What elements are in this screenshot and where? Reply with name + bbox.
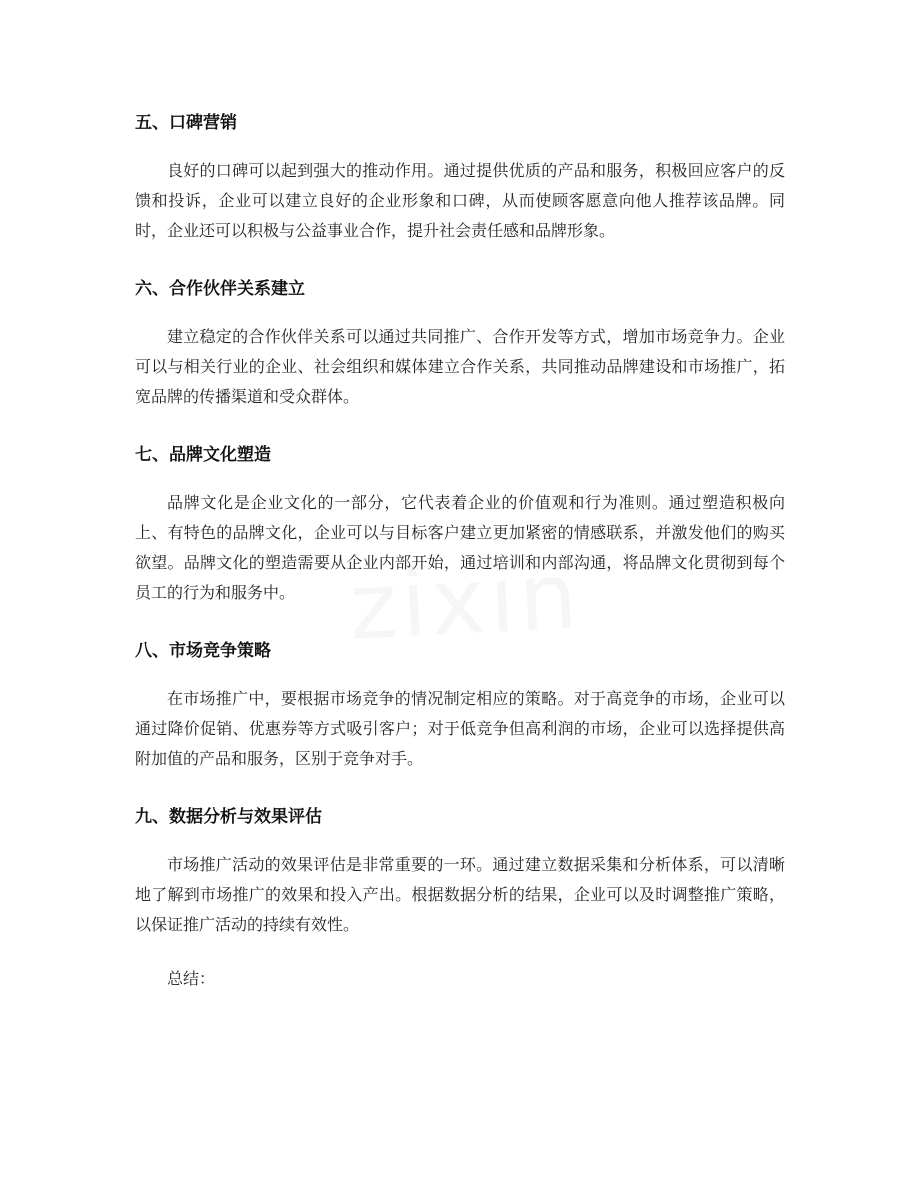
document-content — [135, 104, 785, 994]
section-heading: 五、口碑营销 — [135, 113, 237, 133]
section-heading: 九、数据分析与效果评估 — [135, 807, 322, 827]
section-paragraph: 建立稳定的合作伙伴关系可以通过共同推广、合作开发等方式，增加市场竞争力。企业可以与相关行业的企业、社会组织和媒体建立合作关系，共同推动品牌建设和市场推广，拓宽品牌的传播渠道和受众群体。 — [135, 327, 785, 406]
section-paragraph: 市场推广活动的效果评估是非常重要的一环。通过建立数据采集和分析体系，可以清晰地了解到市场推广的效果和投入产出。根据数据分析的结果，企业可以及时调整推广策略，以保证推广活动的持续有效性。 — [135, 855, 785, 934]
section-word-of-mouth — [135, 104, 785, 246]
section-brand-culture — [135, 436, 785, 608]
section-paragraph: 良好的口碑可以起到强大的推动作用。通过提供优质的产品和服务，积极回应客户的反馈和投诉，企业可以建立良好的企业形象和口碑，从而使顾客愿意向他人推荐该品牌。同时，企业还可以积极与公益事业合作，提升社会责任感和品牌形象。 — [135, 161, 785, 240]
section-paragraph: 在市场推广中，要根据市场竞争的情况制定相应的策略。对于高竞争的市场，企业可以通过降价促销、优惠券等方式吸引客户；对于低竞争但高利润的市场，企业可以选择提供高附加值的产品和服务，区别于竞争对手。 — [135, 689, 785, 768]
section-partnership — [135, 270, 785, 412]
summary-label: 总结： — [167, 969, 216, 988]
section-heading: 八、市场竞争策略 — [135, 641, 271, 661]
section-paragraph: 品牌文化是企业文化的一部分，它代表着企业的价值观和行为准则。通过塑造积极向上、有特色的品牌文化，企业可以与目标客户建立更加紧密的情感联系，并激发他们的购买欲望。品牌文化的塑造需要从企业内部开始，通过培训和内部沟通，将品牌文化贯彻到每个员工的行为和服务中。 — [135, 493, 785, 602]
section-data-analysis — [135, 798, 785, 940]
section-heading: 六、合作伙伴关系建立 — [135, 279, 305, 299]
section-heading: 七、品牌文化塑造 — [135, 445, 271, 465]
section-competition-strategy — [135, 632, 785, 774]
